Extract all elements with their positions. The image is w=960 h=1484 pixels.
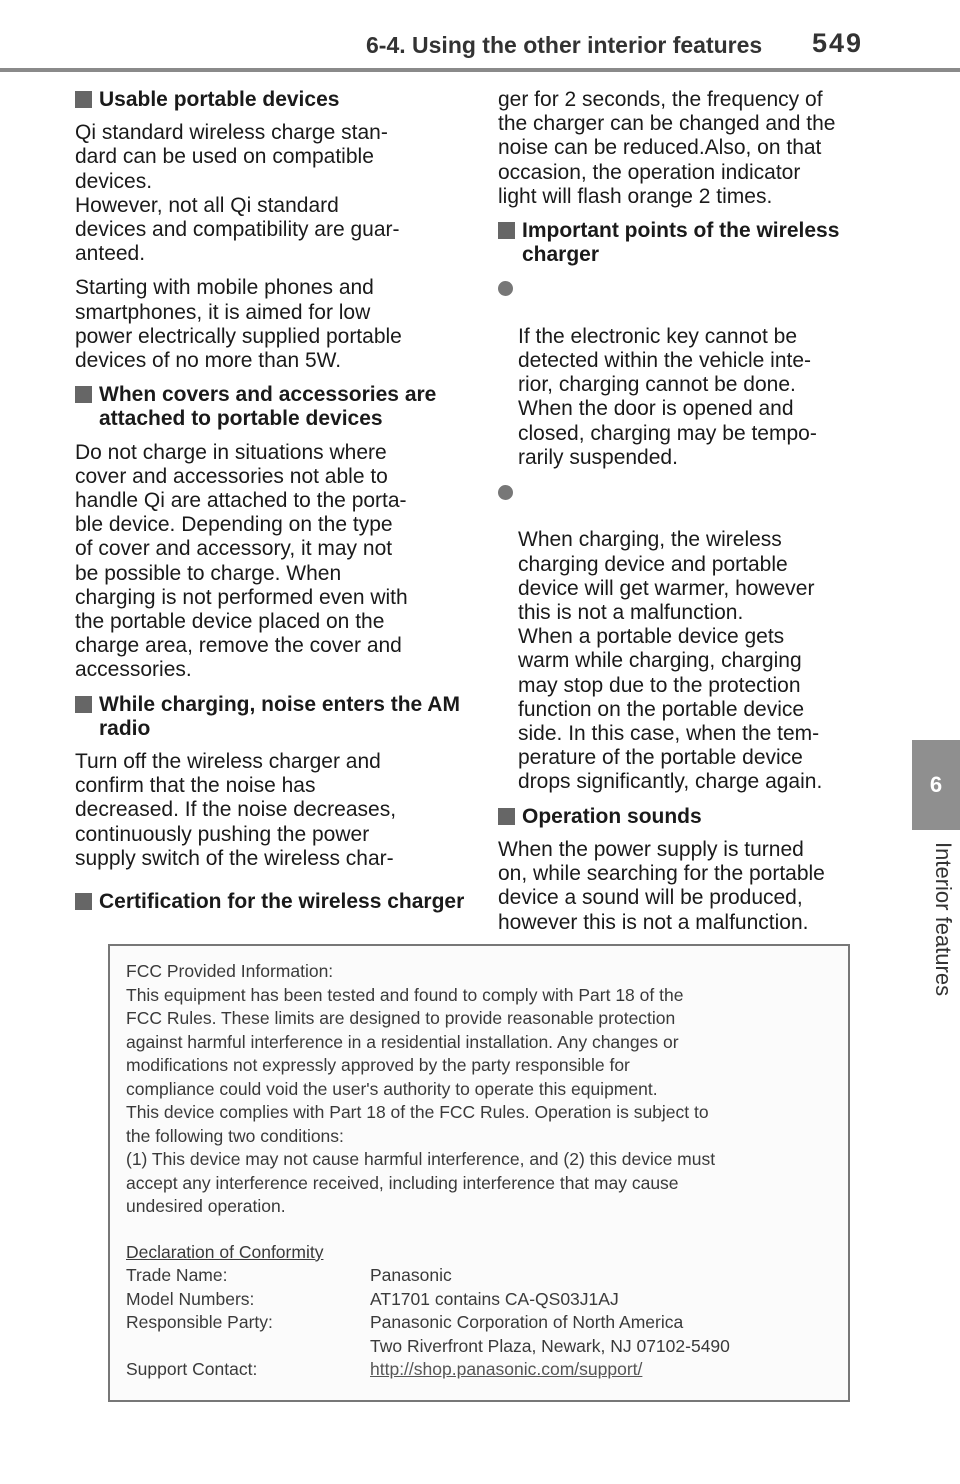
page-number: 549 [812, 28, 864, 58]
fcc-line: modifications not expressly approved by the party responsible for [126, 1055, 630, 1075]
certification-heading [75, 890, 464, 914]
fcc-line: compliance could void the user's authority to operate this equipment. [126, 1078, 658, 1099]
support-link[interactable]: http://shop.panasonic.com/support/ [370, 1359, 643, 1379]
square-bullet-icon [75, 893, 92, 910]
fcc-line: This device complies with Part 18 of the FCC Rules. Operation is subject to [126, 1102, 709, 1122]
square-bullet-icon [498, 222, 515, 239]
heading-text: Usable portable devices [99, 88, 340, 111]
section-heading [75, 383, 470, 431]
square-bullet-icon [75, 696, 92, 713]
heading-text: Certification for the wireless charger [99, 890, 465, 913]
circle-bullet-icon [498, 281, 513, 296]
fcc-line: accept any interference received, including interference that may cause [126, 1172, 679, 1193]
bullet-item [498, 276, 893, 470]
declaration-row [126, 1264, 832, 1288]
section-heading [498, 805, 893, 829]
heading-text: While charging, noise enters the AM radio [99, 692, 460, 740]
declaration-title: Declaration of Conformity [126, 1241, 324, 1262]
left-column [75, 88, 470, 881]
square-bullet-icon [75, 91, 92, 108]
paragraph: Starting with mobile phones and smartphones, it is aimed for low power electrically supplied portable devices of no more than 5W. [75, 276, 402, 373]
declaration-row [126, 1358, 832, 1382]
declaration-value: Panasonic [370, 1265, 452, 1285]
fcc-line: against harmful interference in a residential installation. Any changes or [126, 1031, 679, 1052]
paragraph: Turn off the wireless charger and confirm that the noise has decreased. If the noise decreases, continuously pushing the power supply switch of the wireless char- [75, 750, 397, 870]
fcc-line: (1) This device may not cause harmful interference, and (2) this device must [126, 1149, 716, 1169]
declaration-row [126, 1311, 832, 1335]
fcc-line: This equipment has been tested and found to comply with Part 18 of the [126, 984, 684, 1005]
section-heading [75, 88, 470, 112]
declaration-value: Panasonic Corporation of North America [370, 1312, 684, 1332]
fcc-line: the following two conditions: [126, 1125, 344, 1146]
fcc-line: FCC Provided Information: [126, 961, 334, 981]
page-header-title: 6-4. Using the other interior features [366, 32, 763, 58]
section-heading [75, 693, 470, 741]
circle-bullet-icon [498, 485, 513, 500]
declaration-key: Model Numbers: [126, 1288, 255, 1309]
right-column [498, 88, 893, 945]
bullet-item [498, 480, 893, 795]
declaration-value: AT1701 contains CA-QS03J1AJ [370, 1288, 619, 1309]
declaration-key: Responsible Party: [126, 1312, 273, 1332]
paragraph: When the power supply is turned on, while searching for the portable device a sound will be produced, however this is not a malfunction. [498, 837, 825, 934]
header-rule [0, 68, 960, 72]
paragraph: ger for 2 seconds, the frequency of the charger can be changed and the noise can be reduced.Also, on that occasion, the operation indicator light will flash orange 2 times. [498, 88, 836, 208]
section-heading [498, 219, 893, 267]
fcc-information-box [108, 944, 850, 1402]
fcc-line: undesired operation. [126, 1196, 286, 1216]
paragraph: Do not charge in situations where cover and accessories not able to handle Qi are attached to the porta- ble device. Depending on the type of cover and accessory, it may not be possible to charge. When charging is not performed even with the portable device placed on the charge area, remove the cover and accessories. [75, 440, 408, 682]
chapter-tab[interactable]: 6 [912, 740, 960, 830]
bullet-text: When charging, the wireless charging device and portable device will get warmer, however this is not a malfunction. When a portable device gets warm while charging, charging may stop due to the protection function on the portable device side. In this case, when the tem- perature of the portable device drops significantly, charge again. [518, 528, 823, 794]
heading-text: When covers and accessories are attached to portable devices [99, 383, 437, 431]
spacer [126, 1219, 832, 1241]
square-bullet-icon [75, 386, 92, 403]
declaration-key [126, 1335, 370, 1359]
fcc-line: FCC Rules. These limits are designed to provide reasonable protection [126, 1008, 676, 1028]
declaration-row [126, 1288, 832, 1312]
declaration-row [126, 1335, 832, 1359]
bullet-text: If the electronic key cannot be detected within the vehicle inte- rior, charging cannot be done. When the door is opened and closed, charging may be tempo- rarily suspended. [518, 324, 817, 469]
square-bullet-icon [498, 808, 515, 825]
chapter-tab-label: Interior features [931, 842, 956, 997]
paragraph: Qi standard wireless charge stan- dard can be used on compatible devices. However, not all Qi standard devices and compatibility are guar- anteed. [75, 121, 400, 266]
declaration-key: Support Contact: [126, 1359, 258, 1379]
declaration-key: Trade Name: [126, 1265, 228, 1285]
heading-text: Important points of the wireless charger [522, 219, 840, 267]
heading-text: Operation sounds [522, 804, 702, 828]
declaration-value: Two Riverfront Plaza, Newark, NJ 07102-5490 [370, 1335, 730, 1356]
